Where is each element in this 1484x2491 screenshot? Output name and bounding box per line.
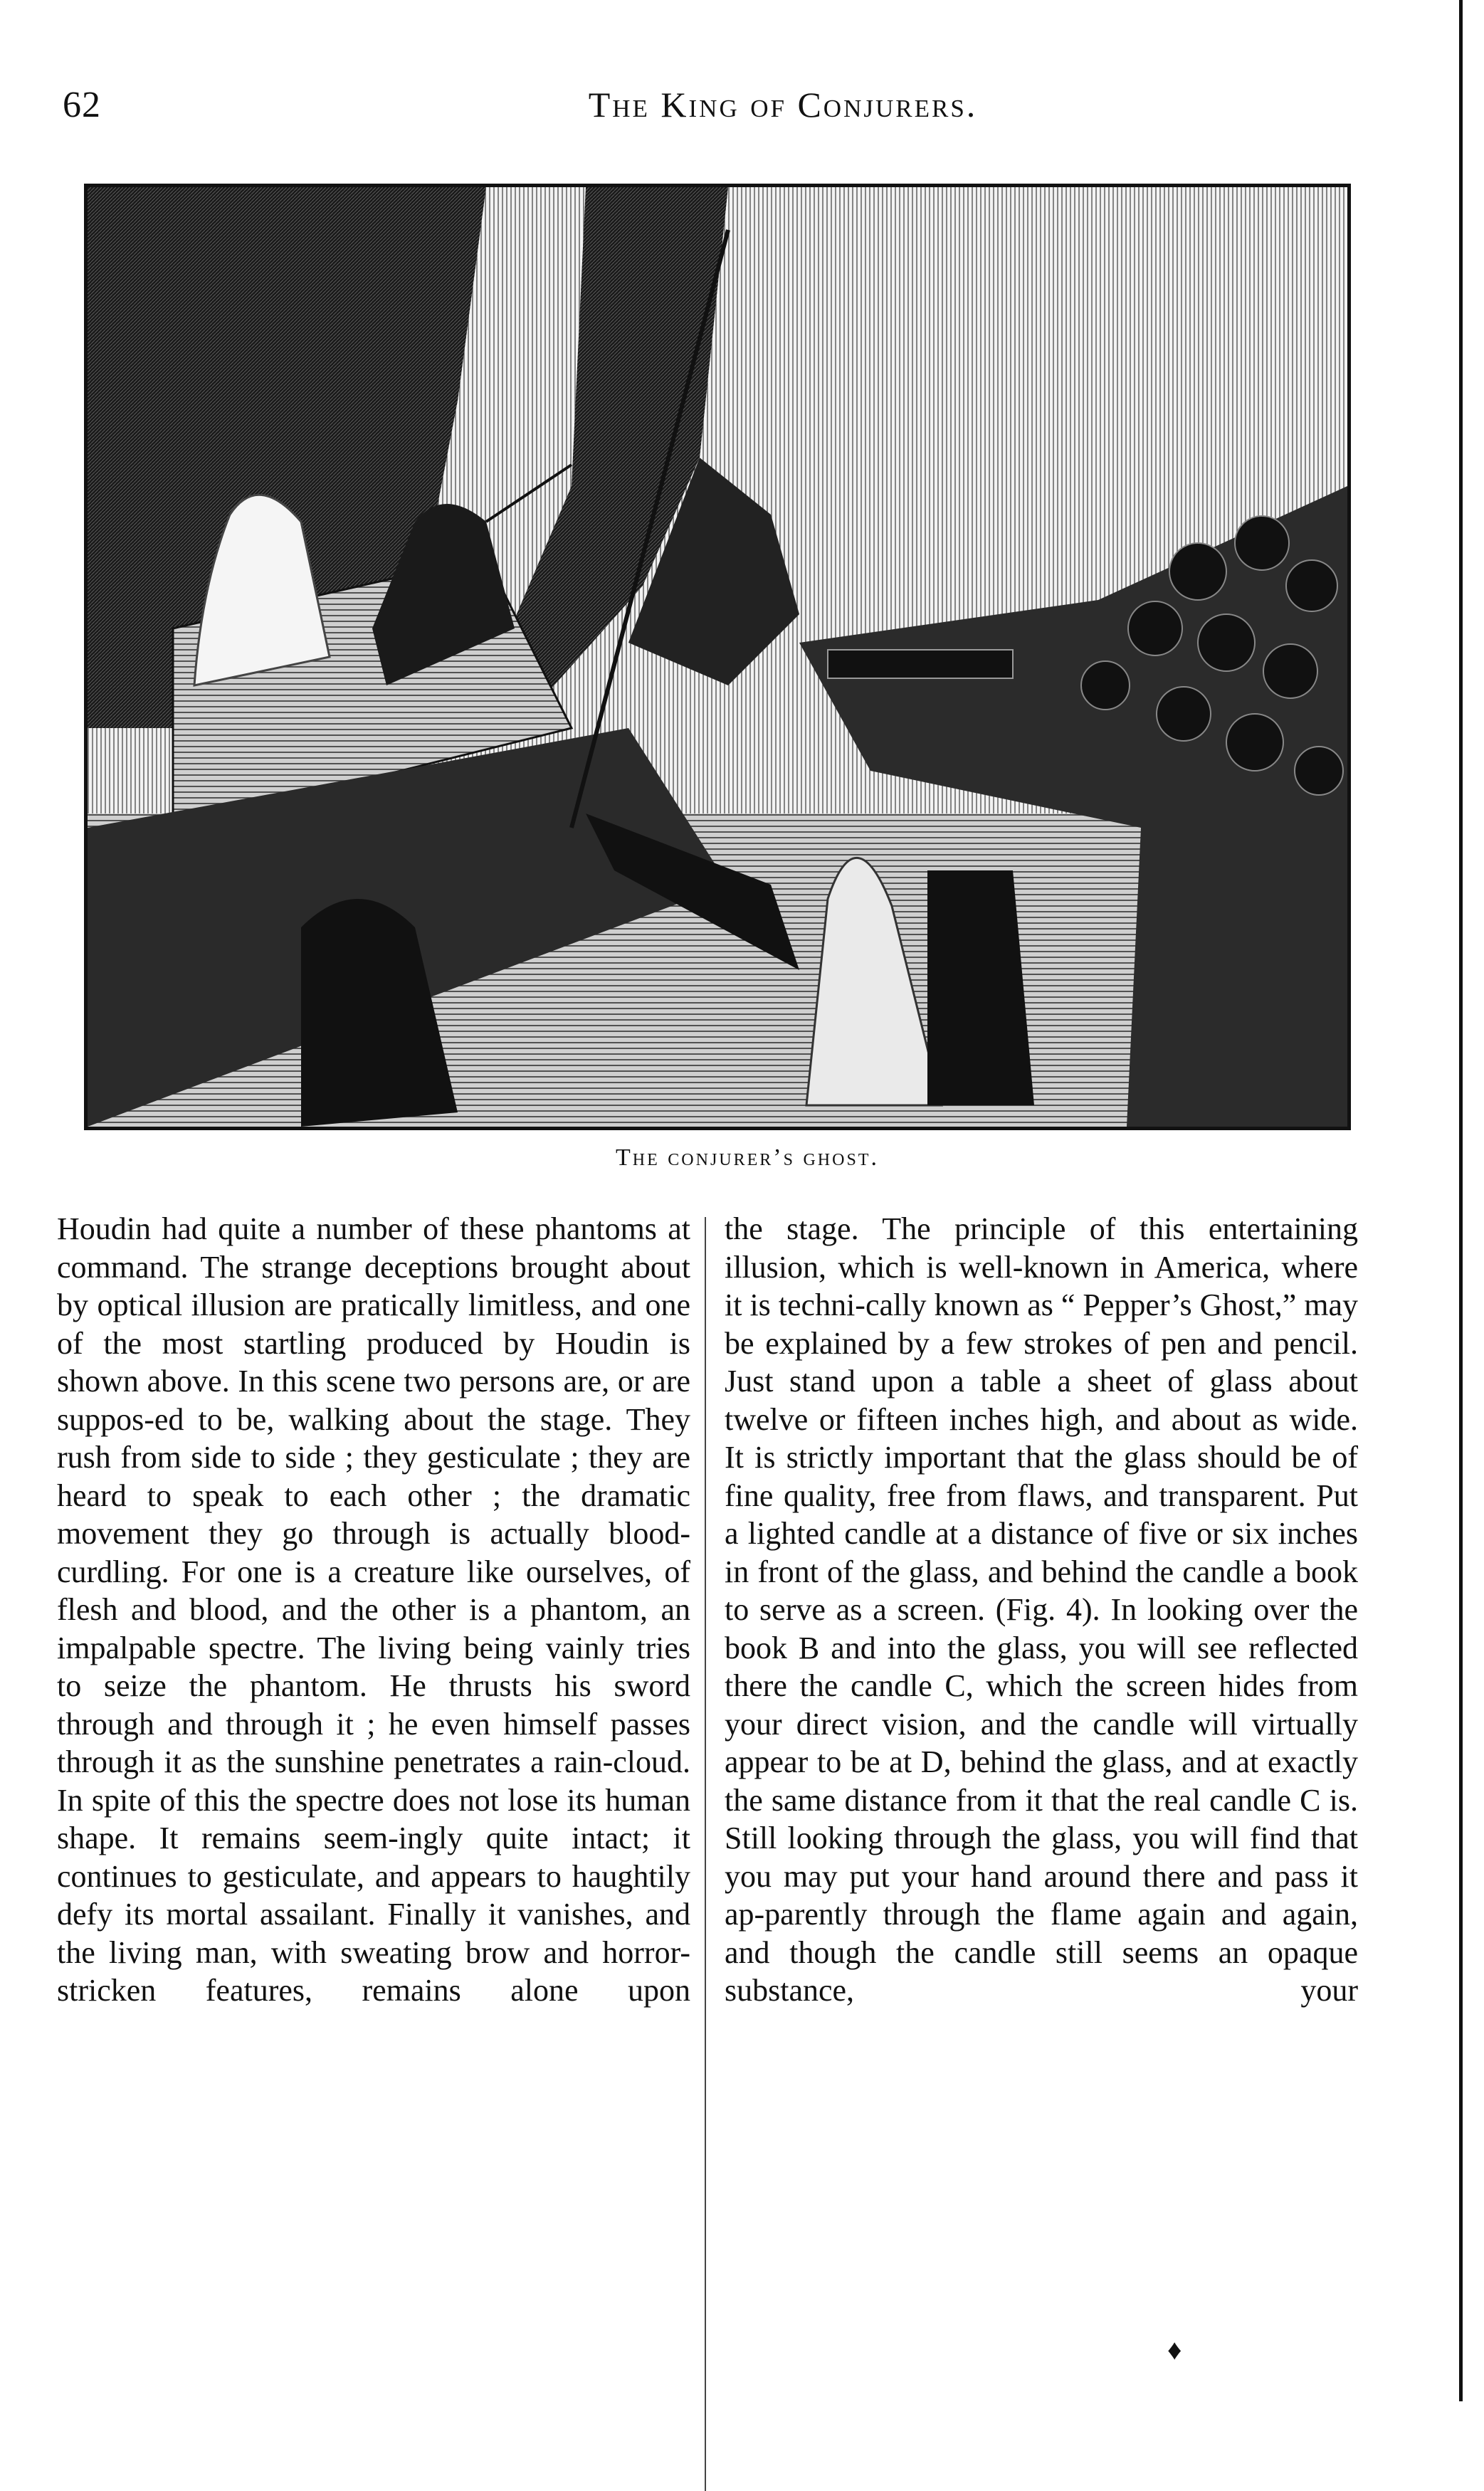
figure-caption: The conjurer’s ghost. bbox=[616, 1144, 879, 1171]
engraving-drawing bbox=[88, 187, 1347, 1127]
left-column bbox=[57, 1210, 690, 2010]
column-rule bbox=[705, 1217, 706, 2491]
right-column bbox=[725, 1210, 1358, 2010]
left-column-text: Houdin had quite a number of these phantoms at command. The strange deceptions brought about by optical illusion are pratically limitless, and one of the most startling produced by Houdin is shown above. In this scene two persons are, or are suppos-ed to be, walking about the stage. They rush from side to side ; they gesticulate ; they are heard to speak to each other ; the dramatic movement they go through is actually blood-curdling. For one is a creature like ourselves, of flesh and blood, and the other is a phantom, an impalpable spectre. The living being vainly tries to seize the phantom. He thrusts his sword through and through it ; he even himself passes through it as the sunshine penetrates a rain-cloud. In spite of this the spectre does not lose its human shape. It remains seem-ingly quite intact; it continues to gesticulate, and appears to haughtily defy its mortal assailant. Finally it vanishes, and the living man, with sweating brow and horror-stricken features, remains alone upon bbox=[57, 1211, 690, 2008]
footer-ornament: ♦ bbox=[1167, 2334, 1182, 2366]
running-head: The King of Conjurers. bbox=[588, 85, 978, 125]
right-column-text: the stage. The principle of this entertaining illusion, which is well-known in America, where it is techni-cally known as “ Pepper’s Ghost,” may be explained by a few strokes of pen and pencil. Just stand upon a table a sheet of glass about twelve or fifteen inches high, and about as wide. It is strictly important that the glass should be of fine quality, free from flaws, and transparent. Put a lighted candle at a distance of five or six inches in front of the glass, and behind the candle a book to serve as a screen. (Fig. 4). In looking over the book B and into the glass, you will see reflected there the candle C, which the screen hides from your direct vision, and the candle will virtually appear to be at D, behind the glass, and at exactly the same distance from it that the real candle C is. Still looking through the glass, you will find that you may put your hand around there and pass it ap-parently through the flame again and again, and though the candle still seems an opaque substance, your bbox=[725, 1211, 1358, 2008]
engraving-illustration bbox=[84, 184, 1351, 1130]
margin-rule bbox=[1459, 0, 1463, 2401]
page-number: 62 bbox=[63, 85, 101, 125]
